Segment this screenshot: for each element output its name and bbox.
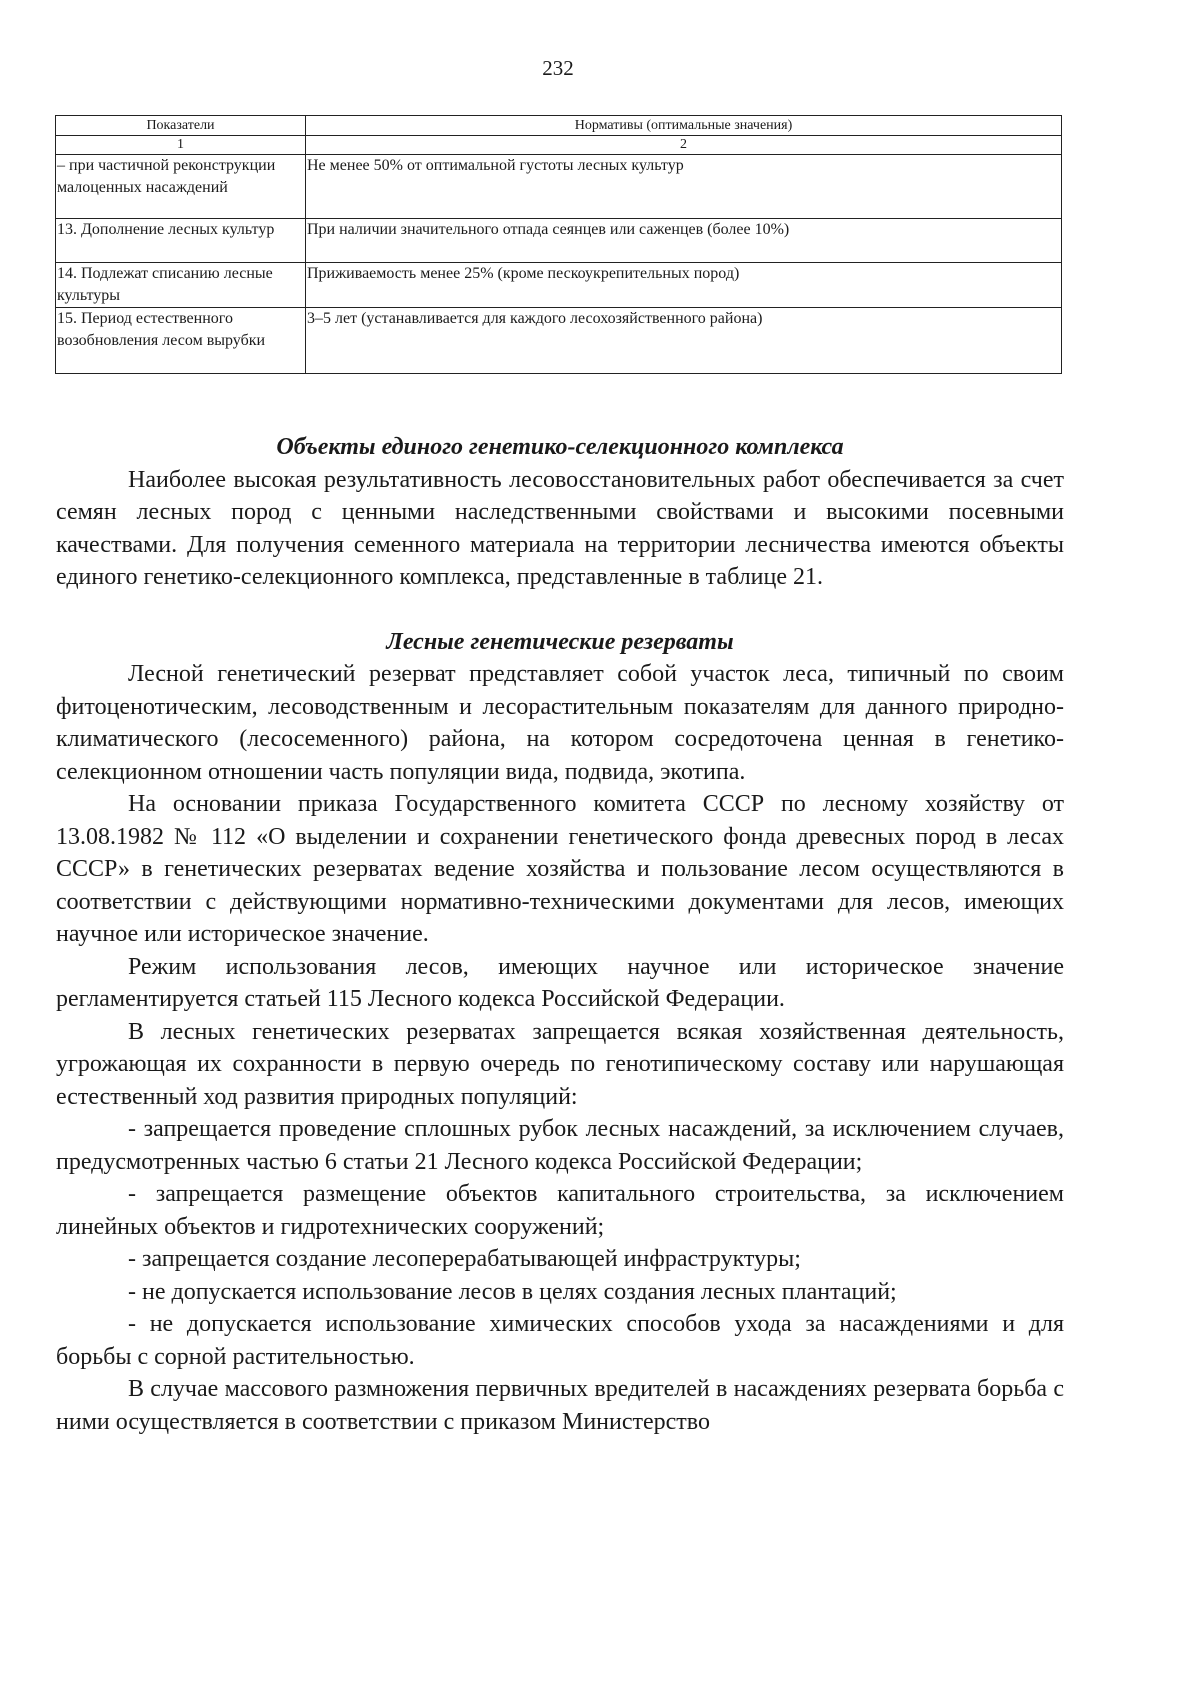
- paragraph: В лесных генетических резерватах запрещается всякая хозяйственная деятельность, угрожающая их сохранности в первую очередь по генотипическому составу или нарушающая естественный ход развития природных популяций:: [56, 1018, 1064, 1110]
- table-row: [56, 308, 1062, 374]
- paragraph: На основании приказа Государственного комитета СССР по лесному хозяйству от 13.08.1982 № 112 «О выделении и сохранении генетического фонда древесных пород в лесах СССР» в генетических резерватах ведение хозяйства и пользование лесом осуществляются в соответствии с действующими нормативно-техническими документами для лесов, имеющих научное или историческое значение.: [56, 791, 1064, 947]
- table-column-number: 2: [306, 136, 1062, 155]
- table-cell-norm: Приживаемость менее 25% (кроме пескоукрепительных пород): [306, 263, 1062, 308]
- table-cell-indicator: 14. Подлежат списанию лесные культуры: [56, 263, 306, 308]
- list-item: - не допускается использование лесов в целях создания лесных плантаций;: [128, 1278, 897, 1305]
- table-row: [56, 155, 1062, 219]
- table-header-indicators: Показатели: [56, 116, 306, 136]
- table-header-norms: Нормативы (оптимальные значения): [306, 116, 1062, 136]
- spacer: [56, 594, 1064, 626]
- list-item: - запрещается размещение объектов капитального строительства, за исключением линейных объектов и гидротехнических сооружений;: [56, 1181, 1064, 1240]
- table-cell-indicator: 13. Дополнение лесных культур: [56, 219, 306, 263]
- table-row: [56, 263, 1062, 308]
- table-column-numbers-row: [56, 136, 1062, 155]
- norms-table: [55, 115, 1062, 374]
- paragraph: Лесной генетический резерват представляет собой участок леса, типичный по своим фитоценотическим, лесоводственным и лесорастительным показателям для данного природно-климатического (лесосеменного) района, на котором сосредоточена ценная в генетико-селекционном отношении часть популяции вида, подвида, экотипа.: [56, 661, 1064, 785]
- list-item: - не допускается использование химических способов ухода за насаждениями и для борьбы с сорной растительностью.: [56, 1311, 1064, 1370]
- page-number: 232: [542, 56, 574, 80]
- list-item: - запрещается проведение сплошных рубок лесных насаждений, за исключением случаев, предусмотренных частью 6 статьи 21 Лесного кодекса Российской Федерации;: [56, 1116, 1064, 1175]
- list-item: - запрещается создание лесоперерабатывающей инфраструктуры;: [128, 1246, 801, 1272]
- table-row: [56, 219, 1062, 263]
- paragraph: Режим использования лесов, имеющих научное или историческое значение регламентируется статьей 115 Лесного кодекса Российской Федерации.: [56, 953, 1064, 1012]
- table-cell-indicator: – при частичной реконструкции малоценных насаждений: [56, 155, 306, 219]
- table-header-row: [56, 116, 1062, 136]
- table-column-number: 1: [56, 136, 306, 155]
- table-cell-norm: Не менее 50% от оптимальной густоты лесных культур: [306, 155, 1062, 219]
- section-heading-genetic-reserves: Лесные генетические резерваты: [386, 628, 734, 655]
- paragraph: В случае массового размножения первичных вредителей в насаждениях резервата борьба с ними осуществляется в соответствии с приказом Министерство: [56, 1376, 1064, 1435]
- body-text: [56, 431, 1064, 1438]
- section-heading-genetic-selection: Объекты единого генетико-селекционного комплекса: [276, 434, 844, 460]
- paragraph: Наиболее высокая результативность лесовосстановительных работ обеспечивается за счет семян лесных пород с ценными наследственными свойствами и высокими посевными качествами. Для получения семенного материала на территории лесничества имеются объекты единого генетико-селекционного комплекса, представленные в таблице 21.: [56, 466, 1064, 590]
- table-cell-norm: 3–5 лет (устанавливается для каждого лесохозяйственного района): [306, 308, 1062, 374]
- table-cell-norm: При наличии значительного отпада сеянцев или саженцев (более 10%): [306, 219, 1062, 263]
- table-cell-indicator: 15. Период естественного возобновления лесом вырубки: [56, 308, 306, 374]
